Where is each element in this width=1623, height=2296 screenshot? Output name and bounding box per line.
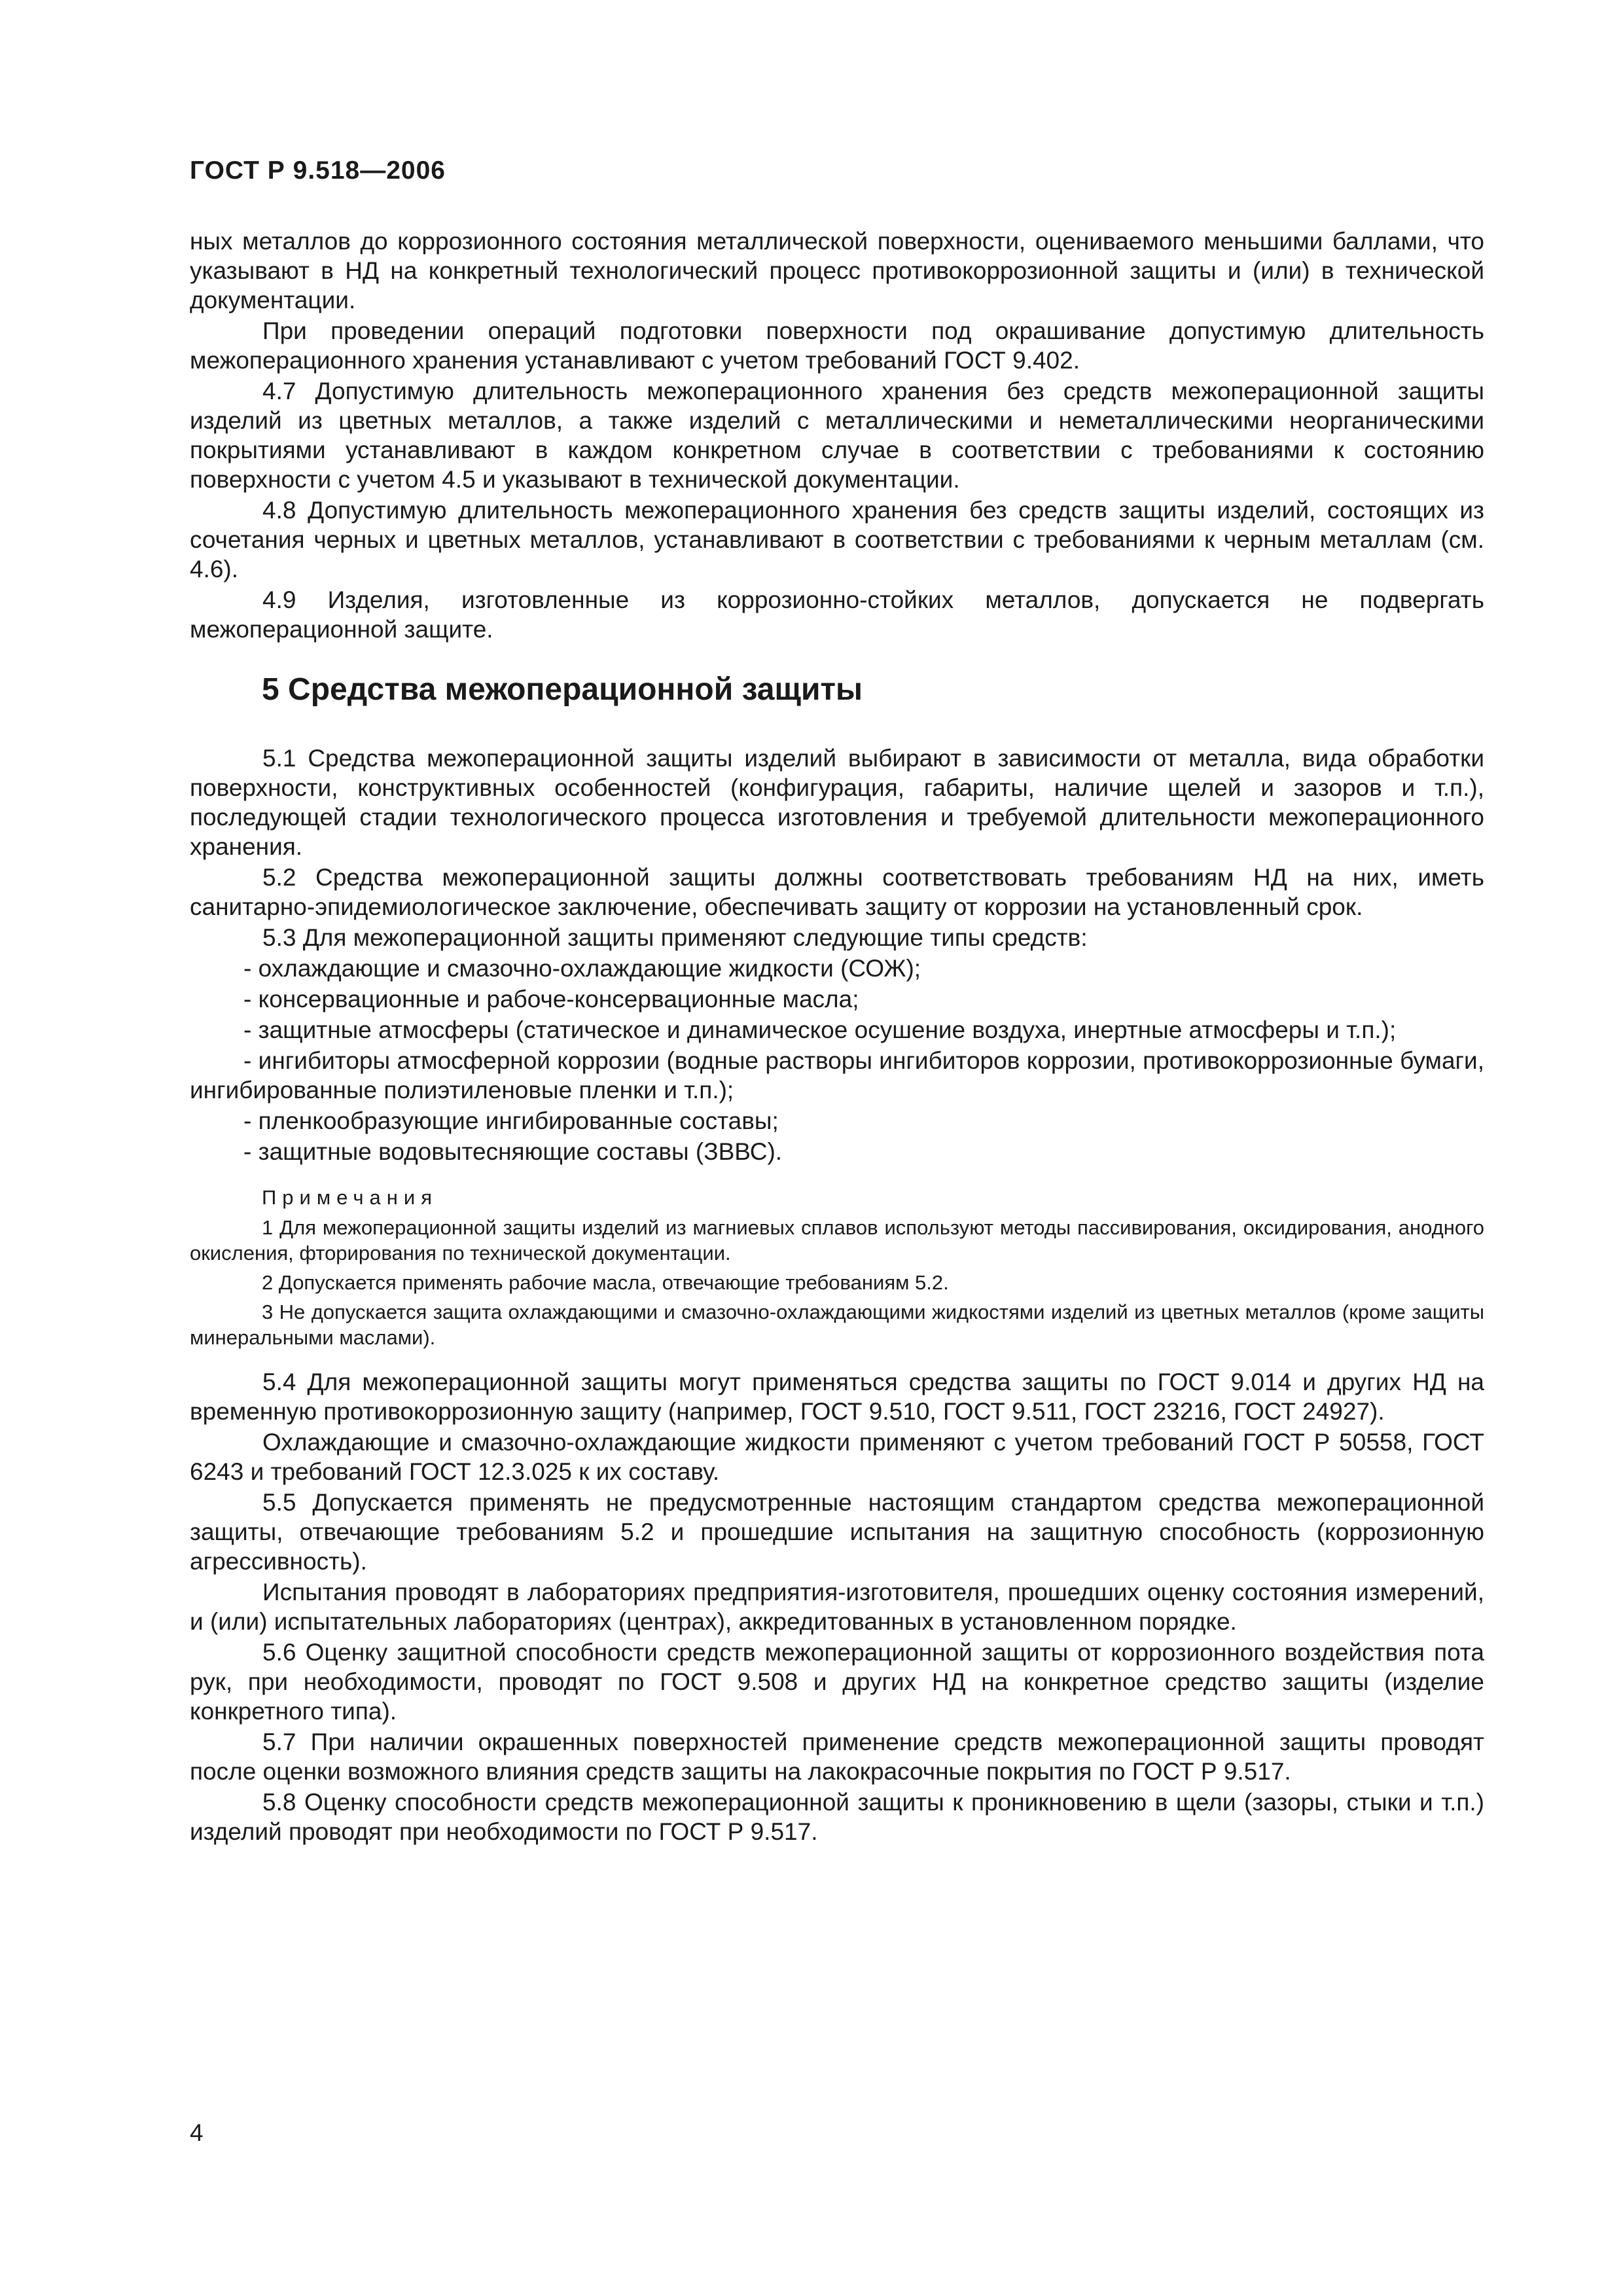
paragraph-4-9: 4.9 Изделия, изготовленные из коррозионно-стойких металлов, допускается не подвергать межоперационной защите. [190,586,1484,643]
note-item: 3 Не допускается защита охлаждающими и смазочно-охлаждающими жидкостями изделий из цветных металлов (кроме защиты минеральными маслами). [190,1300,1484,1349]
paragraph-4-7: 4.7 Допустимую длительность межоперационного хранения без средств межоперационной защиты изделий из цветных металлов, а также изделий с металлическими и неметаллическими неорганическими покрытиями устанавливают в каждом конкретном случае в соответствии с требованиями к состоянию поверхности с учетом 4.5 и указывают в технической документации. [190,378,1484,493]
list-item: - защитные атмосферы (статическое и динамическое осушение воздуха, инертные атмосферы и т.п.); [243,1016,1397,1043]
paragraph-5-6: 5.6 Оценку защитной способности средств межоперационной защиты от коррозионного воздействия пота рук, при необходимости, проводят по ГОСТ 9.508 и других НД на конкретное средство защиты (изделие конкретного типа). [190,1639,1484,1725]
list-item: - защитные водовытесняющие составы (ЗВВС). [243,1138,783,1165]
document-body [190,226,1484,1848]
list-item: - охлаждающие и смазочно-охлаждающие жидкости (СОЖ); [243,955,921,982]
paragraph-5-5: 5.5 Допускается применять не предусмотренные настоящим стандартом средства межоперационной защиты, отвечающие требованиям 5.2 и прошедшие испытания на защитную способность (коррозионную агрессивность). [190,1489,1484,1575]
paragraph-5-2: 5.2 Средства межоперационной защиты должны соответствовать требованиям НД на них, иметь санитарно-эпидемиологическое заключение, обеспечивать защиту от коррозии на установленный срок. [190,864,1484,920]
paragraph-continuation: ных металлов до коррозионного состояния металлической поверхности, оцениваемого меньшими баллами, что указывают в НД на конкретный технологический процесс противокоррозионной защиты и (или) в технической документации. [190,228,1484,314]
paragraph-5-7: 5.7 При наличии окрашенных поверхностей применение средств межоперационной защиты проводят после оценки возможного влияния средств защиты на лакокрасочные покрытия по ГОСТ Р 9.517. [190,1729,1484,1785]
note-item: 1 Для межоперационной защиты изделий из магниевых сплавов используют методы пассивирования, оксидирования, анодного окисления, фторирования по технической документации. [190,1216,1484,1265]
document-header: ГОСТ Р 9.518—2006 [190,156,446,185]
paragraph-4-8: 4.8 Допустимую длительность межоперационного хранения без средств защиты изделий, состоящих из сочетания черных и цветных металлов, устанавливают в соответствии с требованиями к черным металлам (см. 4.6). [190,497,1484,583]
notes-title: Примечания [262,1186,438,1209]
page-number: 4 [190,2119,204,2146]
paragraph: Охлаждающие и смазочно-охлаждающие жидкости применяют с учетом требований ГОСТ Р 50558, ГОСТ 6243 и требований ГОСТ 12.3.025 к их составу. [190,1429,1484,1485]
paragraph-5-3: 5.3 Для межоперационной защиты применяют следующие типы средств: [262,924,1088,951]
paragraph-5-8: 5.8 Оценку способности средств межоперационной защиты к проникновению в щели (зазоры, стыки и т.п.) изделий проводят при необходимости по ГОСТ Р 9.517. [190,1789,1484,1845]
note-item: 2 Допускается применять рабочие масла, отвечающие требованиям 5.2. [262,1271,949,1294]
paragraph: При проведении операций подготовки поверхности под окрашивание допустимую длительность межоперационного хранения устанавливают с учетом требований ГОСТ 9.402. [190,317,1484,374]
paragraph-5-4: 5.4 Для межоперационной защиты могут применяться средства защиты по ГОСТ 9.014 и других НД на временную противокоррозионную защиту (например, ГОСТ 9.510, ГОСТ 9.511, ГОСТ 23216, ГОСТ 24927). [190,1369,1484,1425]
list-item: - пленкообразующие ингибированные составы; [243,1107,779,1134]
paragraph: Испытания проводят в лабораториях предприятия-изготовителя, прошедших оценку состояния измерений, и (или) испытательных лабораториях (центрах), аккредитованных в установленном порядке. [190,1579,1484,1635]
list-item: - консервационные и рабоче-консервационные масла; [243,986,859,1013]
paragraph-5-1: 5.1 Средства межоперационной защиты изделий выбирают в зависимости от металла, вида обработки поверхности, конструктивных особенностей (конфигурация, габариты, наличие щелей и зазоров и т.п.), последующей стадии технологического процесса изготовления и требуемой длительности межоперационного хранения. [190,745,1484,860]
section-heading: 5 Средства межоперационной защиты [262,672,863,707]
list-item: - ингибиторы атмосферной коррозии (водные растворы ингибиторов коррозии, противокоррозионные бумаги, ингибированные полиэтиленовые пленки и т.п.); [190,1047,1484,1103]
